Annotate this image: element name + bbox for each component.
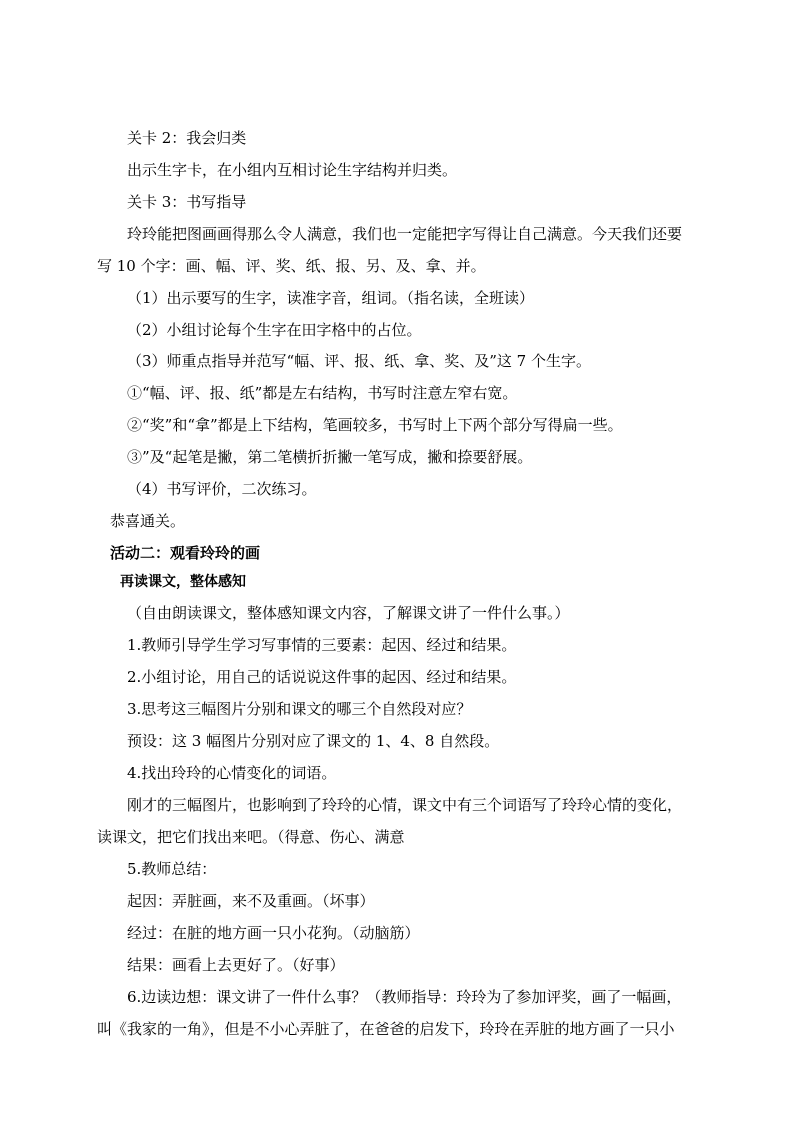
section-heading-level-3: 关卡 3：书写指导 — [127, 193, 247, 211]
activity-subheading: 再读课文，整体感知 — [120, 574, 246, 590]
paragraph-continuation: 读课文，把它们找出来吧。（得意、伤心、满意 — [97, 828, 405, 846]
paragraph: 结果：画看上去更好了。（好事） — [127, 956, 345, 974]
section-heading-level-2: 关卡 2：我会归类 — [127, 129, 247, 147]
list-item: 1.教师引导学生学习写事情的三要素：起因、经过和结果。 — [127, 636, 517, 654]
list-item: （4）书写评价，二次练习。 — [127, 480, 317, 498]
list-item: （1）出示要写的生字，读准字音，组词。（指名读，全班读） — [127, 289, 535, 307]
paragraph-continuation: 叫《我家的一角》，但是不小心弄脏了，在爸爸的启发下，玲玲在弄脏的地方画了一只小 — [97, 1020, 675, 1038]
paragraph: 预设：这 3 幅图片分别对应了课文的 1、4、8 自然段。 — [127, 732, 500, 750]
list-item: （2）小组讨论每个生字在田字格中的占位。 — [127, 321, 422, 339]
list-item: （3）师重点指导并范写“幅、评、报、纸、拿、奖、及”这 7 个生字。 — [127, 352, 591, 370]
sub-list-item: ③”及“起笔是撇，第二笔横折折撇一笔写成，撇和捺要舒展。 — [127, 448, 533, 466]
list-item: 5.教师总结： — [127, 860, 217, 878]
list-item: 2.小组讨论，用自己的话说说这件事的起因、经过和结果。 — [127, 668, 517, 686]
paragraph-continuation: 写 10 个字：画、幅、评、奖、纸、报、另、及、拿、并。 — [97, 257, 486, 275]
paragraph: 刚才的三幅图片，也影响到了玲玲的心情，课文中有三个词语写了玲玲心情的变化， — [127, 796, 683, 814]
paragraph: 恭喜通关。 — [110, 512, 186, 530]
activity-heading: 活动二：观看玲玲的画 — [110, 544, 261, 562]
list-item: 3.思考这三幅图片分别和课文的哪三个自然段对应？ — [127, 700, 472, 718]
list-item: 6.边读边想：课文讲了一件什么事？（教师指导：玲玲为了参加评奖，画了一幅画， — [127, 988, 682, 1006]
sub-list-item: ①“幅、评、报、纸”都是左右结构，书写时注意左窄右宽。 — [127, 384, 518, 402]
paragraph: 起因：弄脏画，来不及重画。（坏事） — [127, 892, 375, 910]
sub-list-item: ②“奖”和“拿”都是上下结构，笔画较多，书写时上下两个部分写得扁一些。 — [127, 416, 623, 434]
paragraph: 玲玲能把图画画得那么令人满意，我们也一定能把字写得让自己满意。今天我们还要 — [127, 225, 683, 243]
paragraph: 经过：在脏的地方画一只小花狗。（动脑筋） — [127, 924, 420, 942]
paragraph: （自由朗读课文，整体感知课文内容，了解课文讲了一件什么事。） — [127, 604, 570, 622]
paragraph: 出示生字卡，在小组内互相讨论生字结构并归类。 — [127, 161, 458, 179]
list-item: 4.找出玲玲的心情变化的词语。 — [127, 764, 337, 782]
